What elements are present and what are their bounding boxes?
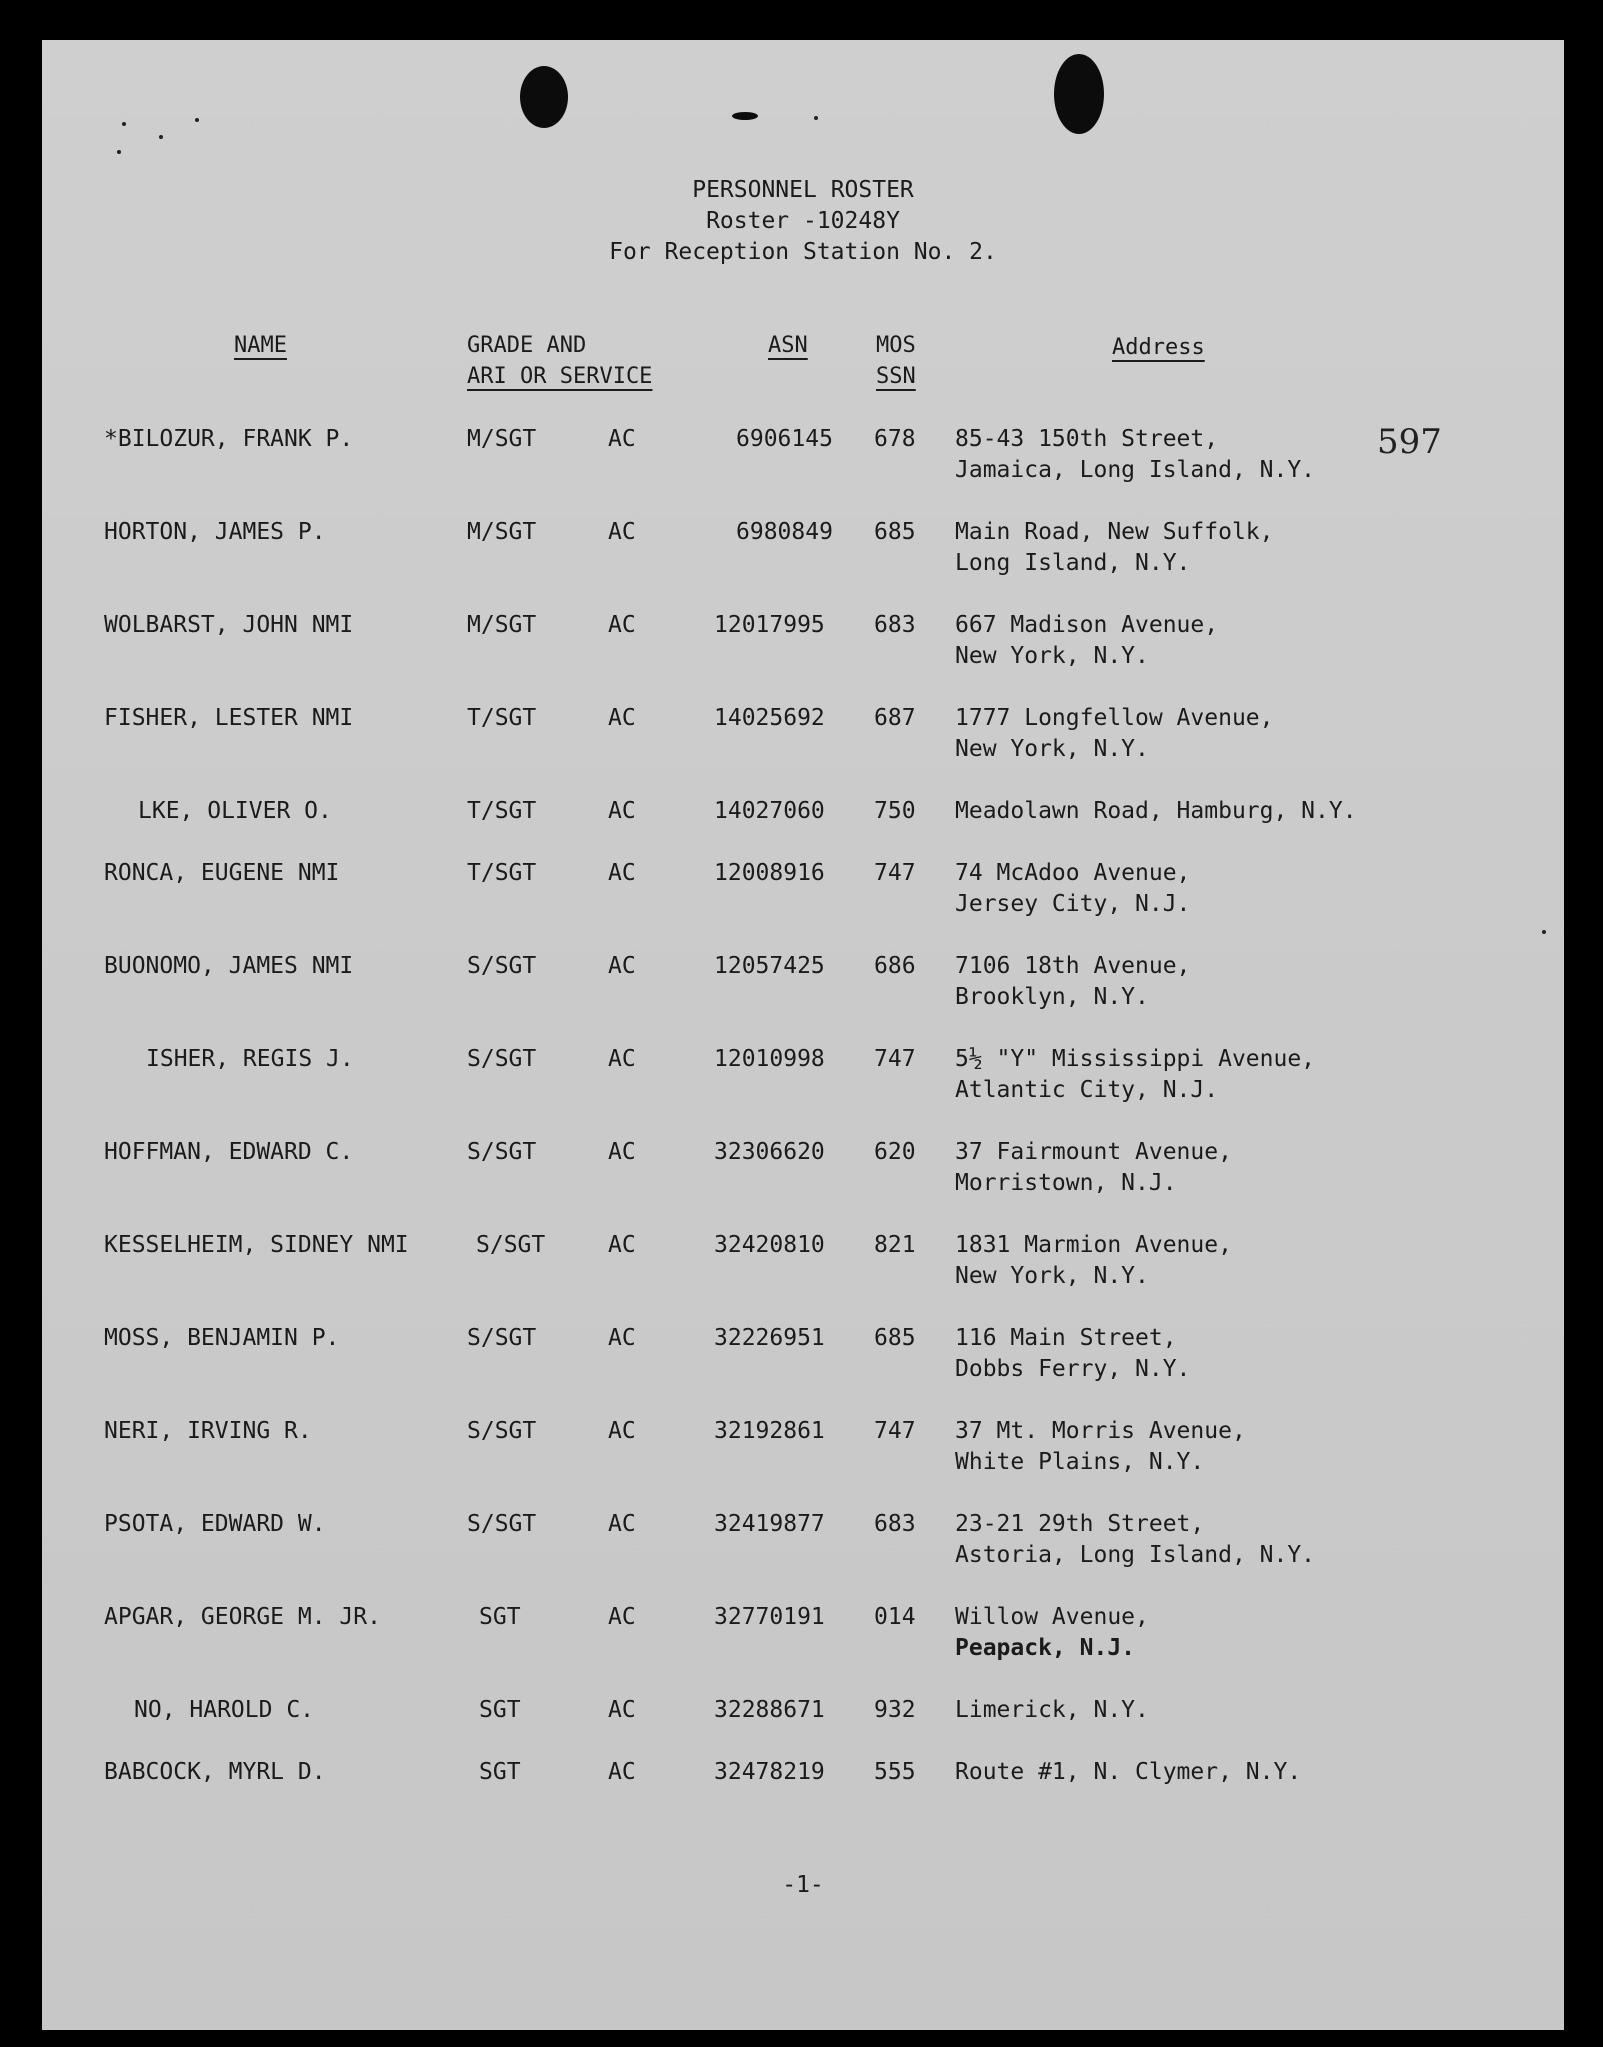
table-row — [42, 1230, 1564, 1300]
ink-mark-top — [732, 112, 758, 120]
row-address — [955, 1509, 1315, 1571]
speck — [159, 135, 163, 139]
row-service: AC — [608, 953, 636, 979]
table-row — [42, 1695, 1564, 1765]
row-name: NO, HAROLD C. — [134, 1697, 315, 1723]
header-grade — [467, 330, 652, 392]
row-address-line1: 37 Mt. Morris Avenue, — [955, 1418, 1246, 1444]
speck — [1542, 930, 1546, 934]
row-address — [955, 424, 1315, 486]
row-asn: 32306620 — [714, 1139, 825, 1165]
row-mos: 683 — [874, 612, 916, 638]
row-address-line2: New York, N.Y. — [955, 643, 1149, 669]
row-service: AC — [608, 612, 636, 638]
row-address — [955, 1757, 1301, 1788]
roster-page — [42, 40, 1564, 2030]
row-asn: 32420810 — [714, 1232, 825, 1258]
table-row — [42, 517, 1564, 587]
row-service: AC — [608, 705, 636, 731]
row-mos: 685 — [874, 519, 916, 545]
table-row — [42, 951, 1564, 1021]
row-name: HOFFMAN, EDWARD C. — [104, 1139, 354, 1165]
row-service: AC — [608, 1139, 636, 1165]
table-row — [42, 858, 1564, 928]
row-service: AC — [608, 1759, 636, 1785]
row-address-line2: New York, N.Y. — [955, 736, 1149, 762]
row-address-line1: Main Road, New Suffolk, — [955, 519, 1274, 545]
row-service: AC — [608, 1697, 636, 1723]
row-service: AC — [608, 1604, 636, 1630]
row-address-line2: Peapack, N.J. — [955, 1635, 1136, 1661]
row-name: LKE, OLIVER O. — [138, 798, 332, 824]
speck — [122, 122, 126, 126]
row-mos: 555 — [874, 1759, 916, 1785]
header-grade-line2: ARI OR SERVICE — [467, 364, 653, 389]
row-name: BUONOMO, JAMES NMI — [104, 953, 354, 979]
row-mos: 750 — [874, 798, 916, 824]
row-address-line1: 23-21 29th Street, — [955, 1511, 1205, 1537]
row-address-line2: Jamaica, Long Island, N.Y. — [955, 457, 1316, 483]
row-address — [955, 1602, 1149, 1664]
row-address — [955, 1323, 1190, 1385]
row-address-line1: 116 Main Street, — [955, 1325, 1177, 1351]
table-row — [42, 1509, 1564, 1579]
row-mos: 747 — [874, 1046, 916, 1072]
row-address-line2: Astoria, Long Island, N.Y. — [955, 1542, 1316, 1568]
row-asn: 32770191 — [714, 1604, 825, 1630]
row-mos: 687 — [874, 705, 916, 731]
row-mos: 683 — [874, 1511, 916, 1537]
row-mos: 932 — [874, 1697, 916, 1723]
row-service: AC — [608, 426, 636, 452]
row-name: WOLBARST, JOHN NMI — [104, 612, 354, 638]
row-mos: 620 — [874, 1139, 916, 1165]
row-address-line1: Limerick, N.Y. — [955, 1697, 1149, 1723]
header-asn: ASN — [768, 333, 808, 358]
row-asn: 12008916 — [714, 860, 825, 886]
row-name: RONCA, EUGENE NMI — [104, 860, 340, 886]
title-line-3: For Reception Station No. 2. — [609, 239, 997, 265]
row-asn: 32226951 — [714, 1325, 825, 1351]
row-address — [955, 1230, 1232, 1292]
row-service: AC — [608, 1325, 636, 1351]
header-mos — [876, 330, 916, 392]
row-address-line1: Willow Avenue, — [955, 1604, 1149, 1630]
row-grade: SGT — [479, 1697, 521, 1723]
row-grade: T/SGT — [467, 705, 537, 731]
row-address — [955, 951, 1190, 1013]
row-mos: 821 — [874, 1232, 916, 1258]
row-address — [955, 1044, 1315, 1106]
row-name: ISHER, REGIS J. — [146, 1046, 354, 1072]
table-row — [42, 1757, 1564, 1827]
row-asn: 12057425 — [714, 953, 825, 979]
row-address-line1: Route #1, N. Clymer, N.Y. — [955, 1759, 1302, 1785]
table-row — [42, 1137, 1564, 1207]
page-footer: -1- — [782, 1872, 824, 1898]
row-mos: 686 — [874, 953, 916, 979]
title-line-1: PERSONNEL ROSTER — [692, 177, 914, 203]
row-address-line1: 5½ "Y" Mississippi Avenue, — [955, 1046, 1316, 1072]
row-mos: 747 — [874, 860, 916, 886]
row-name: NERI, IRVING R. — [104, 1418, 312, 1444]
header-mos-line2: SSN — [876, 364, 916, 389]
row-address — [955, 796, 1357, 827]
row-address-line1: 667 Madison Avenue, — [955, 612, 1219, 638]
punch-hole-left — [520, 66, 568, 128]
row-service: AC — [608, 1046, 636, 1072]
row-address-line2: Atlantic City, N.J. — [955, 1077, 1219, 1103]
row-address-line1: 1831 Marmion Avenue, — [955, 1232, 1232, 1258]
row-address — [955, 858, 1190, 920]
row-address-line1: Meadolawn Road, Hamburg, N.Y. — [955, 798, 1357, 824]
row-grade: M/SGT — [467, 519, 537, 545]
header-grade-line1: GRADE AND — [467, 333, 587, 358]
row-service: AC — [608, 798, 636, 824]
row-service: AC — [608, 860, 636, 886]
row-asn: 14025692 — [714, 705, 825, 731]
row-address — [955, 703, 1274, 765]
table-row — [42, 610, 1564, 680]
row-address — [955, 1416, 1246, 1478]
row-address-line2: Jersey City, N.J. — [955, 891, 1191, 917]
row-asn: 6980849 — [736, 519, 833, 545]
header-mos-line1: MOS — [876, 333, 916, 358]
row-grade: T/SGT — [467, 798, 537, 824]
row-name: APGAR, GEORGE M. JR. — [104, 1604, 381, 1630]
row-address-line1: 7106 18th Avenue, — [955, 953, 1191, 979]
document-title — [42, 175, 1564, 268]
row-name: HORTON, JAMES P. — [104, 519, 326, 545]
row-address-line2: White Plains, N.Y. — [955, 1449, 1205, 1475]
row-service: AC — [608, 1232, 636, 1258]
row-grade: T/SGT — [467, 860, 537, 886]
row-grade: SGT — [479, 1759, 521, 1785]
row-name: PSOTA, EDWARD W. — [104, 1511, 326, 1537]
speck — [814, 116, 818, 120]
row-grade: M/SGT — [467, 426, 537, 452]
row-address-line2: Morristown, N.J. — [955, 1170, 1177, 1196]
row-name: BABCOCK, MYRL D. — [104, 1759, 326, 1785]
speck — [195, 118, 199, 122]
row-grade: S/SGT — [467, 953, 537, 979]
table-row — [42, 1602, 1564, 1672]
row-address — [955, 1695, 1149, 1726]
row-address — [955, 610, 1218, 672]
row-name: MOSS, BENJAMIN P. — [104, 1325, 340, 1351]
row-grade: S/SGT — [476, 1232, 546, 1258]
row-asn: 32192861 — [714, 1418, 825, 1444]
row-address-line2: New York, N.Y. — [955, 1263, 1149, 1289]
row-address-line1: 74 McAdoo Avenue, — [955, 860, 1191, 886]
row-asn: 12017995 — [714, 612, 825, 638]
row-asn: 32419877 — [714, 1511, 825, 1537]
row-grade: S/SGT — [467, 1046, 537, 1072]
row-address — [955, 1137, 1232, 1199]
row-mos: 014 — [874, 1604, 916, 1630]
row-name: *BILOZUR, FRANK P. — [104, 426, 354, 452]
page-number-stamp: 597 — [1377, 422, 1442, 462]
title-line-2: Roster -10248Y — [706, 208, 900, 234]
header-name: NAME — [234, 333, 287, 358]
row-grade: SGT — [479, 1604, 521, 1630]
row-address-line2: Brooklyn, N.Y. — [955, 984, 1149, 1010]
table-row — [42, 1416, 1564, 1486]
row-name: FISHER, LESTER NMI — [104, 705, 354, 731]
row-grade: S/SGT — [467, 1418, 537, 1444]
row-name: KESSELHEIM, SIDNEY NMI — [104, 1232, 409, 1258]
table-row — [42, 796, 1564, 866]
row-grade: M/SGT — [467, 612, 537, 638]
row-service: AC — [608, 519, 636, 545]
row-asn: 32288671 — [714, 1697, 825, 1723]
speck — [117, 150, 121, 154]
table-row — [42, 1323, 1564, 1393]
row-mos: 678 — [874, 426, 916, 452]
row-address-line1: 37 Fairmount Avenue, — [955, 1139, 1232, 1165]
row-address-line1: 85-43 150th Street, — [955, 426, 1219, 452]
punch-hole-right — [1054, 54, 1104, 134]
row-mos: 685 — [874, 1325, 916, 1351]
table-row — [42, 703, 1564, 773]
row-service: AC — [608, 1418, 636, 1444]
row-address — [955, 517, 1274, 579]
row-asn: 14027060 — [714, 798, 825, 824]
row-asn: 6906145 — [736, 426, 833, 452]
row-grade: S/SGT — [467, 1325, 537, 1351]
row-grade: S/SGT — [467, 1511, 537, 1537]
row-service: AC — [608, 1511, 636, 1537]
row-asn: 32478219 — [714, 1759, 825, 1785]
table-row — [42, 1044, 1564, 1114]
row-address-line2: Dobbs Ferry, N.Y. — [955, 1356, 1191, 1382]
row-address-line1: 1777 Longfellow Avenue, — [955, 705, 1274, 731]
row-address-line2: Long Island, N.Y. — [955, 550, 1191, 576]
row-asn: 12010998 — [714, 1046, 825, 1072]
table-row — [42, 424, 1564, 494]
row-mos: 747 — [874, 1418, 916, 1444]
header-address: Address — [1112, 335, 1205, 360]
row-grade: S/SGT — [467, 1139, 537, 1165]
